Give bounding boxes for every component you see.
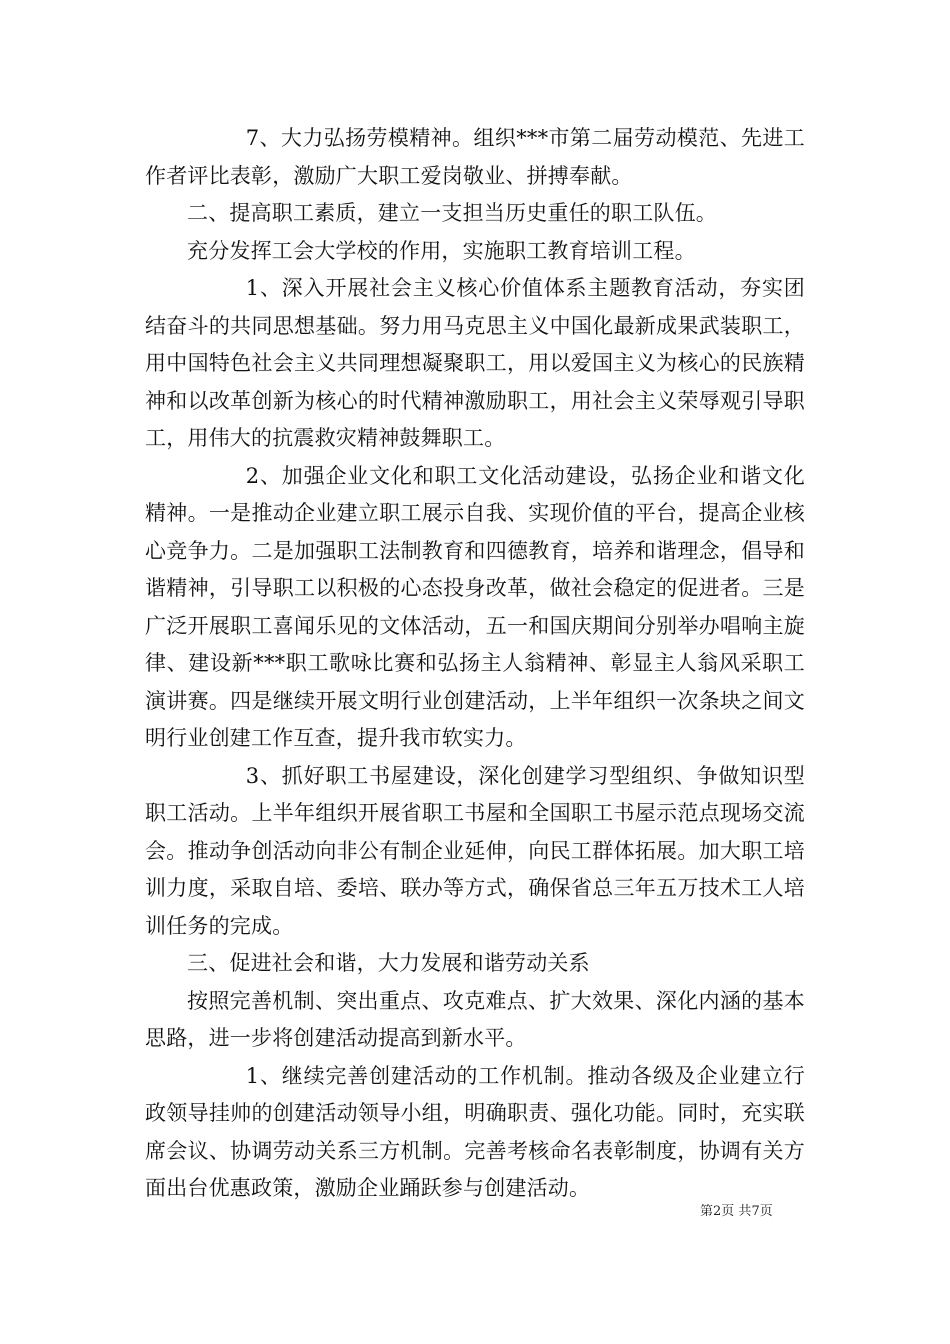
paragraph-item-2-2: 2、加强企业文化和职工文化活动建设，弘扬企业和谐文化精神。一是推动企业建立职工展示自我、实现价值的平台，提高企业核心竞争力。二是加强职工法制教育和四德教育，培养和谐理念，倡导和谐精神，引导职工以积极的心态投身改革，做社会稳定的促进者。三是广泛开展职工喜闻乐见的文体活动，五一和国庆期间分别举办唱响主旋律、建设新***职工歌咏比赛和弘扬主人翁精神、彰显主人翁风采职工演讲赛。四是继续开展文明行业创建活动，上半年组织一次条块之间文明行业创建工作互查，提升我市软实力。 <box>145 463 805 750</box>
section-heading-3: 三、促进社会和谐，大力发展和谐劳动关系 <box>187 951 590 975</box>
page-footer-middle: 页 共 <box>721 1204 752 1219</box>
page-current-number: 2 <box>713 1204 722 1219</box>
page-footer-suffix: 页 <box>759 1204 773 1219</box>
section-heading-2: 二、提高职工素质，建立一支担当历史重任的职工队伍。 <box>187 201 717 225</box>
page-total-number: 7 <box>751 1204 760 1219</box>
page-footer <box>700 1203 820 1221</box>
paragraph-item-7: 7、大力弘扬劳模精神。组织***市第二届劳动模范、先进工作者评比表彰，激励广大职工爱岗敬业、拼搏奉献。 <box>145 126 805 188</box>
paragraph-item-2-3: 3、抓好职工书屋建设，深化创建学习型组织、争做知识型职工活动。上半年组织开展省职工书屋和全国职工书屋示范点现场交流会。推动争创活动向非公有制企业延伸，向民工群体拓展。加大职工培训力度，采取自培、委培、联办等方式，确保省总三年五万技术工人培训任务的完成。 <box>145 763 805 938</box>
paragraph-item-3-1: 1、继续完善创建活动的工作机制。推动各级及企业建立行政领导挂帅的创建活动领导小组，明确职责、强化功能。同时，充实联席会议、协调劳动关系三方机制。完善考核命名表彰制度，协调有关方面出台优惠政策，激励企业踊跃参与创建活动。 <box>145 1063 805 1200</box>
section-intro-3: 按照完善机制、突出重点、攻克难点、扩大效果、深化内涵的基本思路，进一步将创建活动提高到新水平。 <box>145 988 805 1050</box>
page-footer-prefix: 第 <box>700 1204 714 1219</box>
section-intro-2: 充分发挥工会大学校的作用，实施职工教育培训工程。 <box>187 238 696 263</box>
paragraph-item-2-1: 1、深入开展社会主义核心价值体系主题教育活动，夯实团结奋斗的共同思想基础。努力用马克思主义中国化最新成果武装职工，用中国特色社会主义共同理想凝聚职工，用以爱国主义为核心的民族精神和以改革创新为核心的时代精神激励职工，用社会主义荣辱观引导职工，用伟大的抗震救灾精神鼓舞职工。 <box>145 276 805 450</box>
document-body <box>145 120 805 1208</box>
